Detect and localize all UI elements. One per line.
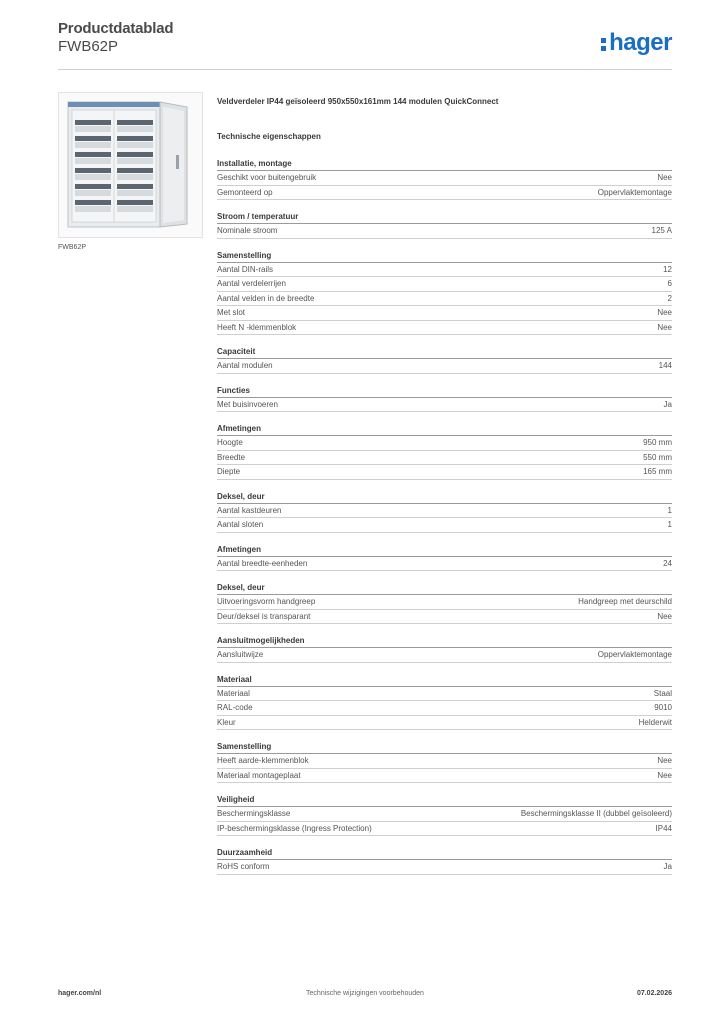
spec-group [217, 384, 672, 413]
spec-row [217, 263, 672, 278]
header-divider [58, 69, 672, 70]
spec-label: Heeft N -klemmenblok [217, 322, 297, 332]
spec-value: Nee [657, 770, 672, 780]
document-title: Productdatablad [58, 20, 174, 37]
spec-groups [217, 157, 672, 875]
spec-group-title: Installatie, montage [217, 157, 672, 171]
spec-value: 9010 [654, 703, 672, 712]
spec-label: RoHS conform [217, 862, 270, 871]
spec-group-title: Deksel, deur [217, 490, 672, 504]
footer-date: 07.02.2026 [636, 990, 672, 997]
spec-label: Aantal velden in de breedte [217, 293, 315, 303]
spec-group-title: Stroom / temperatuur [217, 210, 672, 224]
spec-group [217, 846, 672, 875]
spec-row [217, 306, 672, 321]
spec-row [217, 860, 672, 875]
spec-value: Staal [653, 688, 672, 698]
spec-row [217, 224, 672, 239]
spec-value: 1 [667, 520, 672, 529]
spec-row [217, 292, 672, 307]
spec-label: Met slot [217, 308, 246, 317]
spec-label: Aantal verdelerrijen [217, 279, 286, 288]
spec-group [217, 634, 672, 663]
spec-label: Materiaal montageplaat [217, 770, 301, 780]
spec-label: Heeft aarde-klemmenblok [217, 756, 309, 765]
spec-value: 165 mm [643, 467, 672, 476]
spec-label: Nominale stroom [217, 226, 278, 235]
spec-group [217, 157, 672, 200]
spec-row [217, 321, 672, 336]
spec-row [217, 277, 672, 292]
spec-group-title: Samenstelling [217, 249, 672, 263]
hager-logo[interactable] [601, 30, 672, 56]
spec-row [217, 648, 672, 663]
spec-row [217, 716, 672, 731]
spec-label: Aantal breedte-eenheden [217, 558, 308, 568]
spec-label: Aantal sloten [217, 520, 264, 529]
spec-label: Geschikt voor buitengebruik [217, 173, 317, 182]
spec-row [217, 807, 672, 822]
spec-group [217, 345, 672, 374]
spec-label: Kleur [217, 717, 236, 727]
spec-value: Beschermingsklasse II (dubbel geïsoleerd) [520, 809, 672, 818]
footer-disclaimer: Technische wijzigingen voorbehouden [306, 990, 424, 997]
spec-row [217, 451, 672, 466]
spec-label: Hoogte [217, 438, 243, 447]
spec-group [217, 543, 672, 572]
spec-group-title: Capaciteit [217, 345, 672, 359]
spec-label: IP-beschermingsklasse (Ingress Protection) [217, 823, 372, 833]
spec-label: Diepte [217, 467, 241, 476]
spec-value: Nee [657, 308, 672, 317]
spec-group [217, 490, 672, 533]
spec-group-title: Duurzaamheid [217, 846, 672, 860]
spec-label: Deur/deksel is transparant [217, 611, 311, 621]
spec-row [217, 186, 672, 201]
spec-group-title: Afmetingen [217, 543, 672, 557]
spec-value: 2 [667, 293, 672, 303]
spec-label: Met buisinvoeren [217, 399, 278, 409]
spec-group-title: Deksel, deur [217, 581, 672, 595]
spec-row [217, 687, 672, 702]
spec-value: 24 [663, 558, 672, 568]
spec-label: Uitvoeringsvorm handgreep [217, 597, 316, 606]
spec-row [217, 701, 672, 716]
page-footer [58, 990, 672, 1002]
spec-row [217, 595, 672, 610]
spec-row [217, 610, 672, 625]
spec-value: 950 mm [643, 438, 672, 447]
spec-row [217, 465, 672, 480]
spec-row [217, 518, 672, 533]
logo-colon-icon [601, 35, 606, 51]
spec-value: 1 [667, 505, 672, 515]
spec-label: Aantal kastdeuren [217, 505, 282, 515]
spec-value: 6 [667, 279, 672, 288]
spec-label: Beschermingsklasse [217, 809, 291, 818]
spec-group-title: Materiaal [217, 673, 672, 687]
spec-label: RAL-code [217, 703, 253, 712]
spec-value: Nee [657, 173, 672, 182]
spec-row [217, 769, 672, 784]
spec-row [217, 398, 672, 413]
spec-label: Breedte [217, 452, 246, 462]
spec-group [217, 210, 672, 239]
spec-value: 550 mm [643, 452, 672, 462]
spec-row [217, 504, 672, 519]
spec-group [217, 793, 672, 836]
distribution-board-icon [59, 93, 202, 237]
spec-label: Aantal DIN-rails [217, 264, 274, 274]
spec-label: Gemonteerd op [217, 187, 273, 197]
spec-group [217, 581, 672, 624]
spec-row [217, 754, 672, 769]
spec-group-title: Functies [217, 384, 672, 398]
spec-value: 144 [658, 361, 672, 370]
spec-group [217, 249, 672, 336]
spec-row [217, 359, 672, 374]
spec-label: Aantal modulen [217, 361, 273, 370]
spec-value: Handgreep met deurschild [578, 597, 672, 606]
spec-group-title: Afmetingen [217, 422, 672, 436]
spec-value: Helderwit [638, 717, 672, 727]
spec-value: IP44 [655, 823, 672, 833]
spec-group-title: Samenstelling [217, 740, 672, 754]
document-header [58, 20, 173, 56]
product-code: FWB62P [58, 38, 119, 55]
spec-label: Aansluitwijze [217, 650, 264, 659]
spec-group [217, 422, 672, 480]
spec-value: Oppervlaktemontage [597, 187, 672, 197]
spec-value: Nee [657, 756, 672, 765]
spec-group-title: Aansluitmogelijkheden [217, 634, 672, 648]
spec-row [217, 171, 672, 186]
spec-value: Ja [663, 862, 672, 871]
spec-value: Ja [663, 399, 672, 409]
spec-row [217, 436, 672, 451]
spec-value: Nee [657, 611, 672, 621]
spec-group [217, 740, 672, 783]
section-title: Technische eigenschappen [217, 132, 321, 141]
spec-row [217, 557, 672, 572]
spec-value: Nee [657, 322, 672, 332]
logo-text: hager [609, 29, 672, 56]
footer-website-link[interactable]: hager.com/nl [58, 990, 102, 997]
spec-group [217, 673, 672, 731]
spec-row [217, 822, 672, 837]
spec-value: 125 A [651, 226, 672, 235]
spec-group-title: Veiligheid [217, 793, 672, 807]
spec-value: Oppervlaktemontage [597, 650, 672, 659]
spec-value: 12 [663, 264, 672, 274]
spec-content [217, 96, 672, 885]
product-description: Veldverdeler IP44 geïsoleerd 950x550x161mm 144 modulen QuickConnect [217, 97, 499, 106]
image-caption: FWB62P [58, 244, 87, 251]
spec-label: Materiaal [217, 688, 250, 698]
product-image [58, 92, 203, 238]
